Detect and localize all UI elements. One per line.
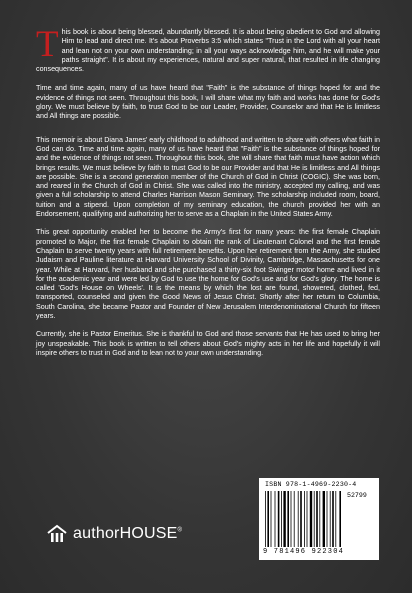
intro-text: his book is about being blessed, abundantly blessed. It is about being obedient to God and allowing Him to lead and direct me. It's about Proverbs 3:5 which states "Trust in the Lord with all your heart and lean not on your own understanding; in all your ways acknowledge him, and he will make your paths straight". It is about my experiences, natural and super natural, that resulted in life changing consequences.: [36, 28, 380, 74]
paragraph-memoir: This memoir is about Diana James' early childhood to adulthood and written to share with others what faith in God can do. Time and time again, many of us have heard that "Faith" is the substance of things hoped for and the evidence of things not seen. Throughout this book, she will share that faith must have action which brings results. We must believe by faith to trust God to be our Provider and that He is limitless and All things are possible. She is a second generation member of the Church of God in Christ (COGIC). She was born, and reared in the Church of God in Christ. She was called into the ministry, accepted my calling, and was given a full scholarship to attend Charles Harrison Mason Seminary. The scholarship included room, board, tuition and a stipend. Upon completion of my seminary education, the church provided her with an Endorsement, qualifying and authorizing her to serve as a Chaplain in the United States Army.: [36, 135, 380, 219]
isbn-text: ISBN 978-1-4969-2230-4: [265, 481, 357, 488]
paragraph-faith: Time and time again, many of us have heard that "Faith" is the substance of things hoped for and the evidence of things not seen. Throughout this book, I will share what my faith and works has done for God's glory. We must believe by faith, to trust God to be our Leader, Provider, Counselor and that He is limitless and All things are possible.: [36, 84, 380, 121]
drop-cap: T: [36, 24, 59, 65]
publisher-name: authorHOUSE®: [73, 525, 183, 542]
ean-barcode-bars: [265, 491, 345, 547]
ean-number: 9 781496 922304: [263, 548, 345, 556]
barcode: [259, 478, 379, 560]
blurb-text: [36, 24, 380, 367]
paragraph-current: Currently, she is Pastor Emeritus. She is thankful to God and those servants that He has used to bring her joy unspeakable. This book is written to tell others about God's mighty acts in her life and hopefully it will inspire others to trust in God and to lean not to your own understanding.: [36, 330, 380, 357]
intro-paragraph: [36, 24, 380, 74]
authorhouse-house-icon: [46, 524, 68, 544]
price-code: 52799: [347, 492, 367, 499]
paragraph-career: This great opportunity enabled her to become the Army's first for many years: the first female Chaplain promoted to Major, the first female Chaplain to obtain the rank of Lieutenant Colonel and the first female Chaplain to serve twenty years with full retirement benefits. Upon her retirement from the Army, she studied Judaism and Pauline literature at Harvard University School of Divinity, Cambridge, Massachusetts for one year. While at Harvard, her husband and she purchased a thirty-six foot Swinger motor home and lived in it for the academic year and were led by God to use the home for God's use and for God's glory. The home is called 'God's House on Wheels'. It is the means by which the lost are found, showered, clothed, fed, transported, counseled and given the Good News of Jesus Christ. Shortly after her return to Columbia, South Carolina, she became Pastor and Founder of New Jerusalem Interdenominational Church for fifteen years.: [36, 228, 380, 321]
publisher-logo: [46, 523, 182, 545]
